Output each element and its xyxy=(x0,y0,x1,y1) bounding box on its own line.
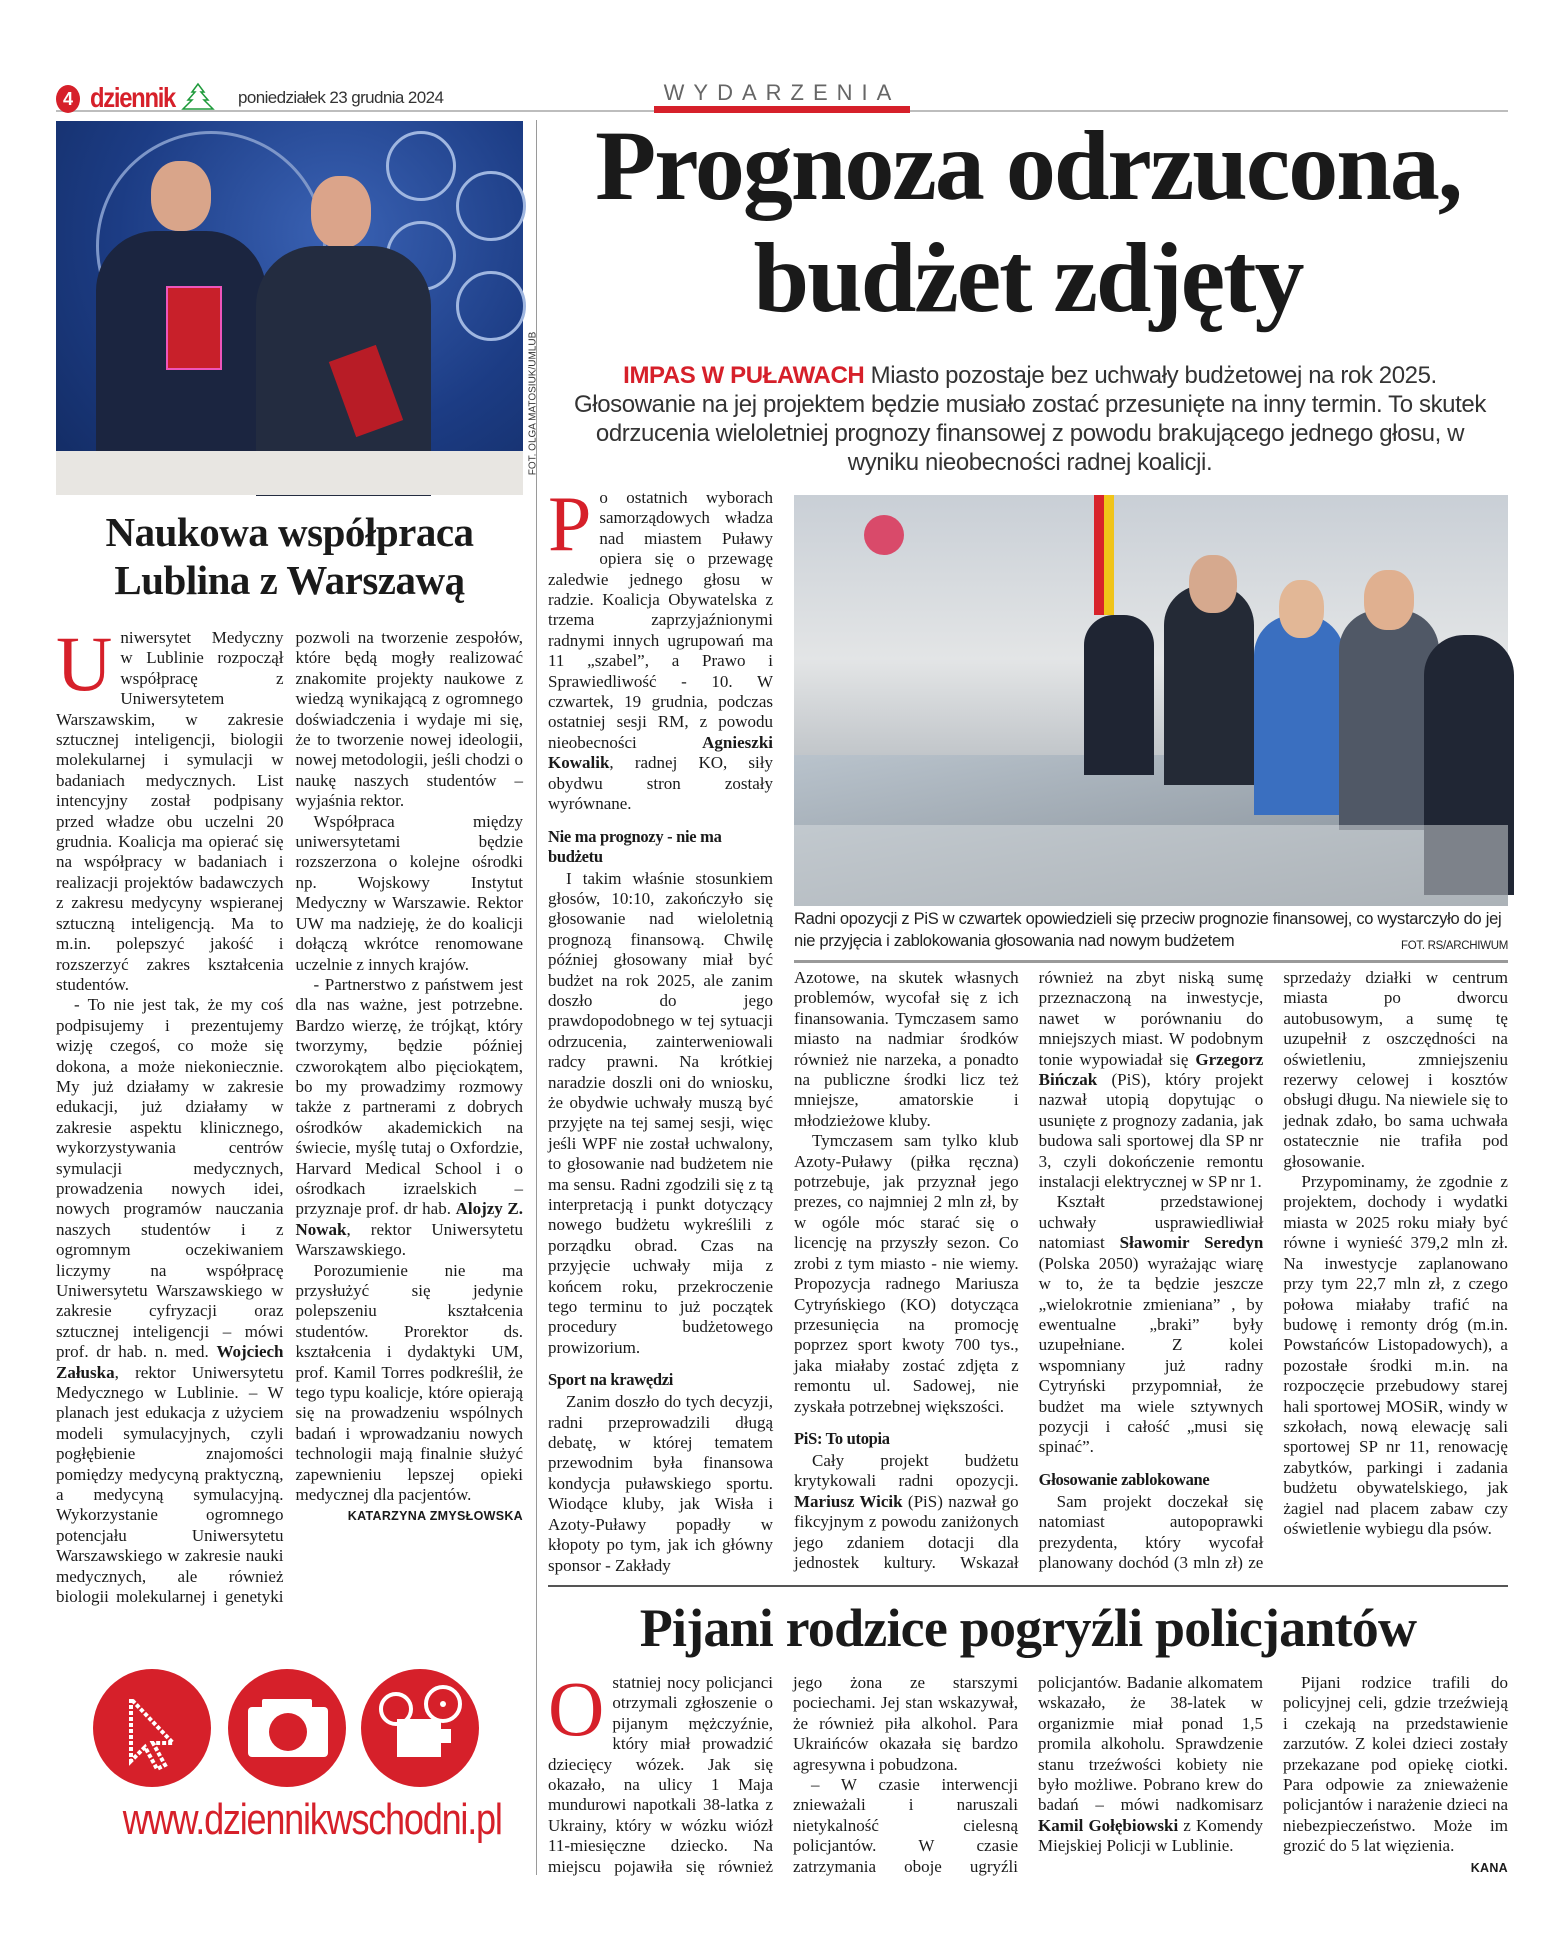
main-headline-line2: budżet zdjęty xyxy=(753,222,1303,333)
text-run: z Komendy Miejskiej Policji w Lublinie. xyxy=(1038,1815,1263,1856)
caption-photo-credit: FOT. RS/ARCHIWUM xyxy=(1401,940,1508,952)
paragraph xyxy=(56,620,284,995)
text-run: niwersytet Medyczny w Lublinie rozpoczął współpracę z Uniwersytetem Warszawskim, w zakresie sztucznej inteligencji, biologii molekularnej i symulacji w badaniach medycznych. List intencyjny został podpisany przed władze obu uczelni 20 grudnia. Koalicja ma opierać się na współpracy w badaniach i realizacji projektów badawczych z zakresu medycyny wspieranej sztuczną inteligencją. Ma to m.in. polepszyć jakość i rozszerzyć zakres kształcenia studentów. xyxy=(56,628,284,994)
drop-cap: P xyxy=(548,480,592,567)
person-name: Sławomir Seredyn xyxy=(1119,1233,1264,1253)
lead-paragraph xyxy=(560,361,1500,477)
article-separator xyxy=(548,1585,1508,1587)
second-article-headline: Pijani rodzice pogryźli policjantów xyxy=(639,1598,1417,1658)
photo-credit: FOT. OLGA MATOSIUK/UMLUB xyxy=(527,331,539,476)
paragraph xyxy=(548,869,773,1359)
website-link[interactable]: www.dziennikwschodni.pl xyxy=(122,1795,502,1844)
paragraph xyxy=(296,812,524,975)
issue-date: poniedziałek 23 grudnia 2024 xyxy=(238,88,444,107)
person-name: Grzegorz Bińczak xyxy=(1038,1049,1264,1090)
text-run: Porozumienie nie ma przysłużyć się jedynie polepszeniu kształcenia studentów. Prorektor ds. kształcenia i dydaktyki UM, prof. Kamil Torres podkreślił, że tego typu koalicje, które opierają się na prowadzeniu wspólnych badań i wprowadzaniu nowych technologii mają finalnie służyć zapewnieniu lepszej opieki medycznej dla pacjentów. xyxy=(295,1260,523,1505)
caption-text: Radni opozycji z PiS w czwartek opowiedzieli się przeciw prognozie finansowej, co wystarczyło do jej nie przyjęcia i zablokowania głosowania nad nowym budżetem xyxy=(794,910,1502,950)
drop-cap: U xyxy=(56,620,113,707)
text-run: , rektor Uniwersytetu Medycznego w Lublinie. – W planach jest edukacja z użyciem modeli symulacyjnych, czyli pogłębienie znajomości pomiędzy medycyną praktyczną, a medycyną symulacyjną. Wykorzystanie ogromnego potencjału Uniwersytetu Warszawskiego w zakresie nauki medycznych, ale również biologii molekularnej i genetyki pozwoli na tworzenie zespołów, które będą mogły realizować znakomite projekty naukowe z wiedzą wynikającą z ogromnego doświadczenia i wydaje mi się, że to tworzenie nowej ideologii, nowej metodologii, jeśli chodzi o naukę naszych studentów – wyjaśnia rektor. xyxy=(56,628,523,1607)
paragraph xyxy=(548,480,773,815)
paragraph xyxy=(1283,1673,1508,1857)
person-name: Wojciech Załuska xyxy=(56,1342,284,1382)
text-run: , radnej KO, siły obydwu stron zostały wyrównane. xyxy=(548,753,773,814)
subheading: Głosowanie zablokowane xyxy=(1038,1469,1210,1489)
subheading: Nie ma prognozy - nie ma budżetu xyxy=(548,826,722,866)
author-byline: KANA xyxy=(1470,1860,1508,1875)
text-run: o ostatnich wyborach samorządowych władza nad miastem Puławy opiera się o przewagę zaledwie jednego głosu w radzie. Koalicja Obywatelska z trzema zaprzyjaźnionymi radnymi innych ugrupowań ma 11 „szabel”, a Prawo i Sprawiedliwość - 10. W czwartek, 19 grudnia, podczas ostatniej sesji RM, z powodu nieobecności xyxy=(548,488,773,752)
photo-caption xyxy=(794,908,1508,963)
text-run: I takim właśnie stosunkiem głosów, 10:10, zakończyło się głosowanie nad wieloletnią prognozą finansową. Chwilę później głosowany miał być budżet na rok 2025, ale zanim doszło do jego prawdopodobnego w tej sytuacji odrzucenia, zainterweniowali radcy prawni. Na krótkiej naradzie doszli oni do wniosku, że obydwie uchwały muszą być przyjęte na tej samej sesji, więc jeśli WPF nie został uchwalony, to głosowanie nad budżetem nie ma sensu. Radni zgodzili się z tą interpretacją i punkt dotyczący nowego budżetu wykreślili z porządku obrad. Czas na przyjęcie uchwały mija z końcem roku, przekroczenie tego terminu to już początek procedury budżetowego prowizorium. xyxy=(548,868,773,1357)
subheading: Sport na krawędzi xyxy=(548,1370,674,1390)
main-headline-line1: Prognoza odrzucona, xyxy=(595,110,1461,221)
text-run: statniej nocy policjanci otrzymali zgłoszenie o pijanym mężczyźnie, który miał prowadzić dziecięcy wózek. Jak się okazało, na ulicy 1 Maja mundurowi napotkali 38-latka z Ukrainy, który w wózku wiózł 11-miesięczne dziecko. Na miejscu pojawiła się również jego żona ze starszymi pociechami. Jej stan wskazywał, że również piła alkohol. Para Ukraińców okazała się bardzo agresywna i pobudzona. xyxy=(548,1673,1018,1876)
text-run: Przypominamy, że zgodnie z projektem, dochody i wydatki miasta w 2025 roku miały być równe i wynieść 379,2 mln zł. Na inwestycje zaplanowano przy tym 22,7 mln zł, z czego połowa miałaby trafić na budowę i remonty dróg (m.in. Powstańców Listopadowych), a pozostałe środki m.in. na rozpoczęcie przebudowy starej hali sportowej MOSiR, windy w szkołach, nową elewację sali sportowej SP nr 11, renowację zabytków, parkingi i zadania budżetu obywatelskiego, jak żagiel nad placem zabaw czy oświetlenie wybiegu dla psów. xyxy=(1283,1172,1508,1538)
film-projector-icon[interactable] xyxy=(361,1669,479,1787)
paragraph xyxy=(794,968,1019,1131)
paragraph xyxy=(296,975,524,1261)
person-name: Alojzy Z. Nowak xyxy=(295,1199,523,1239)
drop-cap: O xyxy=(548,1665,605,1752)
paragraph xyxy=(794,1131,1019,1417)
camera-icon[interactable] xyxy=(228,1669,346,1787)
text-run: Współpraca między uniwersytetami będzie rozszerzona o kolejne ośrodki np. Wojskowy Instytut Medyczny w Warszawie. Rektor UW ma nadzieję, że do koalicji dołączą wkrótce renomowane uczelnie z innych krajów. xyxy=(295,811,523,974)
text-run: , rektor Uniwersytetu Warszawskiego. xyxy=(295,1219,523,1260)
text-run: Pijani rodzice trafili do policyjnej celi, gdzie trzeźwieją i czekają na przedstawienie zarzutów. Z kolei dzieci zostały przekazane pod opiekę ciotki. Para odpowie za znieważenie policjantów i narażenie dzieci na niebezpieczeństwo. Może im grozić do 5 lat więzienia. xyxy=(1283,1673,1508,1856)
lead-text: Miasto pozostaje bez uchwały budżetowej na rok 2025. Głosowanie na jej projektem będzie musiało zostać przesunięte na inny termin. To skutek odrzucenia wieloletniej prognozy finansowej z powodu brakującego jednego głosu, w wyniku nieobecności radnej koalicji. xyxy=(574,362,1486,476)
section-title: WYDARZENIA xyxy=(663,80,901,105)
text-run: – W czasie interwencji znieważali i naruszali nietykalność cielesną policjantów. W czasie zatrzymania oboje ugryźli policjantów. Badanie alkomatem wskazało, że 38-latek w organizmie miał ponad 1,5 promila alkoholu. Sprawdzenie stanu trzeźwości kobiety nie było możliwe. Pobrano krew do badań – mówi nadkomisarz xyxy=(793,1673,1263,1876)
text-run: Cały projekt budżetu krytykowali radni opozycji. xyxy=(794,1450,1019,1491)
left-article-headline: Naukowa współpraca Lublina z Warszawą xyxy=(105,509,474,603)
left-article-body xyxy=(56,620,523,1618)
cursor-icon[interactable] xyxy=(93,1669,211,1787)
text-run: Tymczasem sam tylko klub Azoty-Puławy (piłka ręczna) potrzebuje, jak przyznał jego prezes, co najmniej 2 mln zł, by w ogóle móc starać się o licencję na przyszły sezon. Co zrobi z tym miasto - nie wiemy. Propozycja radnego Mariusza Cytryńskiego (KO) dotycząca przesunięcia na promocję poprzez sport kwoty 700 tys., jaka miałaby zostać zdjęta z remontu ul. Sadowej, nie zyskała potrzebnej większości. xyxy=(794,1131,1019,1416)
person-name: Kamil Gołębiowski xyxy=(1038,1815,1179,1835)
page-number: 4 xyxy=(56,85,80,113)
author-byline: KATARZYNA ZMYSŁOWSKA xyxy=(347,1509,523,1524)
subheading: PiS: To utopia xyxy=(794,1428,890,1448)
second-article-body xyxy=(548,1665,1508,1883)
text-run: - Partnerstwo z państwem jest dla nas ważne, jest potrzebne. Bardzo wierzę, że trójkąt, który tworzymy, będzie później czworokątem albo pięciokątem, bo my prowadzimy rozmowy także z partnerami z dobrych ośrodków akademickich na świecie, myślę tutaj o Oxfordzie, Harvard Medical School i o ośrodkach izraelskich – przyznaje prof. dr hab. xyxy=(295,974,523,1219)
photo-council-session xyxy=(794,495,1508,906)
paragraph xyxy=(1283,1172,1508,1539)
text-run: Kształt przedstawionej uchwały usprawiedliwiał natomiast xyxy=(1038,1192,1264,1253)
text-run: (PiS) nazwał go fikcyjnym z powodu zaniżonych jego zdaniem dotacji dla jednostek kultury. Wskazał również na zbyt niską sumę przeznaczoną na inwestycje, nawet w porównaniu do mniejszych miast. W podobnym tonie wypowiadał się xyxy=(794,968,1264,1572)
person-name: Mariusz Wicik xyxy=(794,1491,903,1511)
text-run: (Polska 2050) wyrażając wiarę w to, że ta będzie jeszcze „wielokrotnie zmieniana” , by ewentualne „braki” były uzupełniane. Z kolei wspomniany już radny Cytryński przypomniał, że budżet ma wiele sztywnych pozycji i całość „musi się spinać”. xyxy=(1038,1253,1264,1457)
lead-kicker: IMPAS W PUŁAWACH xyxy=(623,362,865,389)
main-article-column-a xyxy=(548,480,773,1575)
paragraph xyxy=(548,1392,773,1576)
main-article-columns xyxy=(794,968,1508,1580)
text-run: (PiS), który projekt nazwał utopią dopytując o usunięte z prognozy zadania, jak budowa sali sportowej dla SP nr 3, czyli dokończenie remontu instalacji elektrycznej w SP nr 1. xyxy=(1038,1070,1264,1192)
paragraph xyxy=(1039,1192,1264,1457)
newspaper-logo: dziennik xyxy=(90,82,176,113)
text-run: Azotowe, na skutek własnych problemów, wycofał się z ich finansowania. Tymczasem samo miasto na nadmiar środków również nie narzeka, a ponadto na publiczne środki licz też mniejsze, amatorskie i młodzieżowe kluby. xyxy=(794,968,1019,1130)
photo-signing-ceremony xyxy=(56,121,523,495)
christmas-tree-icon xyxy=(178,82,218,112)
text-run: Zanim doszło do tych decyzji, radni przeprowadzili długą debatę, w której tematem przewodnim była finansowa kondycja puławskiego sportu. Wiodące kluby, jak Wisła i Azoty-Puławy popadły w kłopoty po tym, jak ich główny sponsor - Zakłady xyxy=(548,1392,773,1575)
text-run: Sam projekt doczekał się natomiast autopoprawki prezydenta, który wycofał planowany dochód (3 mln zł) ze sprzedaży działki w centrum miasta po dworcu autobusowym, a sumę tę uzupełnił z oszczędności na oświetleniu, zmniejszeniu rezerwy celowej i kosztów obsługi długu. Na niewiele się to jednak zdało, bo sama uchwała ostatecznie nie trafiła pod głosowanie. xyxy=(1038,968,1508,1572)
person-name: Agnieszki Kowalik xyxy=(548,732,773,773)
text-run: - To nie jest tak, że my coś podpisujemy i prezentujemy wizję czegoś, co może się dokona, a może niekoniecznie. My już działamy w zakresie edukacji, już działamy w zakresie aspektu klinicznego, wykorzystywania centrów symulacji medycznych, prowadzenia nowych idei, nowych programów nauczania naszych studentów i z ogromnym oczekiwaniem liczymy na współpracę Uniwersytetu Warszawskiego w zakresie cyfryzacji oraz sztucznej inteligencji – mówi prof. dr hab. n. med. xyxy=(56,995,284,1362)
main-headline xyxy=(548,110,1508,334)
paragraph xyxy=(296,1261,524,1506)
